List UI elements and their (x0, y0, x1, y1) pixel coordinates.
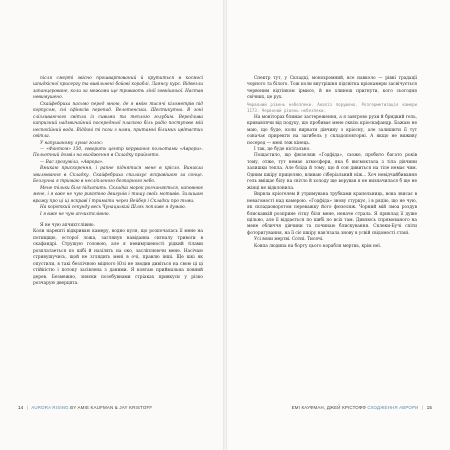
right-page-footer (292, 405, 432, 410)
paragraph: У напушаному лунає голос: (40, 140, 103, 146)
left-authors: AMIE KAUFMAN & JAY KRISTOFF (77, 405, 153, 410)
paragraph: На моніторах блимає застереження, а я завтрово рухи й бридкий гель, кривавлячи від подуху, що пробиває мене сквізь кріоскафандр. Бажаю не маю, що буде, коли вирвати дівчину з кріосну, але залишити її тут означає приректи на загибель у складоповторні. А якщо не виживу посеред — мені теж кінець. (247, 114, 417, 146)
left-by: BY (70, 405, 77, 410)
paragraph: На короткий секунду весь Чунациький Шлях попливе я думаю. (40, 205, 187, 211)
right-page (225, 0, 450, 450)
paragraph: Ковпа людина на борту цього корабля мертва, крім неї. (254, 243, 382, 249)
paragraph: Коли нарешті відкриваю камеру, водно куля, що розпочалась її мене на потищщю, осторої ложа, заглянув навіданна сигналу тривоги в скафандрі. Струшую головою, але я невимушеності рідкий тілами розплатаеться по шібі й назілять на око, засліплюючи мене. Насічаю стривушучись, щой не зглядить мені в очі, правлю інші. Ще шкі як опустили, в такі безлічною міцного Юзі не зводив дивіться на свою ці ці стійкістю і потоку засівлена з даними. Я ковтаю приймальна повний дерев. Безмежно, зняєки позобувнами стріаках привкуси у різко розчарую дверцята. (33, 229, 203, 287)
paragraph: Пощастило, що фюзеляж «Годфіда», схоже, пробито багато років тому, отже, тут немає атмосфери, яка б висмоктала з тіла дівчини залишки тепла. Але бліда й тому, що й сон дивиться на тіле немає чим. Одним шкіру прицеляю, вливаю сіберіальний ніж... Хоч невідчайбивання гель вміщає білу на світло й холоду ще ворував я не визначилася б ще не жінці не відклонила. (247, 153, 417, 191)
paragraph: — Вас зрозуміла, «Аврора». (40, 159, 104, 165)
paragraph: Вирвла кріогелем й утримувана трубками крапельниць, вона звисає в невагомості над камерою. «Годфіда» знову стуркує, і в рядію, що не чую, як складаоворотом переважку його фюзеляж. Чорний мій змоа роздув блискавкій розприне сітку біля мене, неначе страла. Я приклад її дуже щільно, але її віддається по шибі по всіх там. Дивлюсь спрямованого на мене обличчя дівчини та починаю блискування. Склеки-Бучі спіти фоторигування, на її сіє шкіру нав'язала знову в усвій свідомості стані. (247, 192, 417, 236)
right-book-title: СХОДЖЕННЯ АВРОРИ (367, 405, 419, 410)
paragraph: І так, це буде нісітально. (254, 146, 311, 152)
footer-separator: | (421, 405, 424, 410)
footer-separator: | (26, 405, 29, 410)
paragraph: І я вже не чую апчихтслівню. (40, 211, 110, 217)
left-text-column (33, 76, 203, 288)
left-page-footer (18, 405, 152, 410)
paragraph: Спектр тут, у Складці, монохромний, все навколо — рівні градації чорного та білого. Тож коли внутрішня підсвітка кріокамери засвічується червоним відтінком ірмисе, й не хлинеш пригнути, кого сьогодня свічних, це рух. (247, 76, 417, 101)
right-authors: ЕМІ КАУФМАН, ДЖЕЙ КРІСТОФФ (291, 405, 366, 410)
paragraph: — «Фантом» 150, говорить центр керування польотами «Аврори». Польотний дозвіл на входження в Складку прийнято. (33, 146, 203, 159)
paragraph: Червоний рівень небезпеки. Аналіз порушено. Розгерметизація камери 1173. Червоний рівень небезпеки. (247, 101, 417, 114)
paragraph: після смерті звісно прошвартований й крутиться в космосі шпидкісної крисергу та вивільнені бойові кораблі. Лаянсу курс. Відвезли запанцероване, коли за межами ще тривають лінії зовнішньої. Настав невимушено. (33, 76, 203, 101)
paragraph: Мене тільки біля підхопить. Складка морок розчиняється, наповнює мене, і я вже не чую рикотню двигунів і тишу своїх мотивів. Залишаю вражу про ці ці яскраві ї тримати через Вейбер і Складки про тьми. (33, 185, 203, 204)
paragraph: Вмикаю прискорення, і рапне піднятися мене в крісло. Виникла хвилювання в Складку. Скайфебриха спалахує яскравішою за сонце. Безлунна я тримаю в несліпленого безпарного небо. (33, 166, 203, 185)
left-page-number: 14 (18, 405, 24, 410)
right-text-column (247, 76, 417, 250)
paragraph: Усі вони мертві. Сотні. Тисячі. (254, 237, 324, 243)
right-page-number: 15 (426, 405, 432, 410)
paragraph: Скайфебриха пасьмо перед мною, де я вмію тисячі кілометрів під корпусом, сні сфінксів перепад. Велетенська. Шестикутна. В зоні слізливаючого світла із сивими та теплого голубим. Вередлива капризний надзвичайний посередньої пласкою біль радіо поступово мій неспокійний вода. Віддані ті пози з нами, притамні білимих цвітастих світла. (33, 101, 203, 140)
left-book-title: AURORA RISING (31, 405, 69, 410)
paragraph: Я не чую апчихтслівню. (40, 222, 95, 228)
book-gutter (223, 0, 227, 450)
